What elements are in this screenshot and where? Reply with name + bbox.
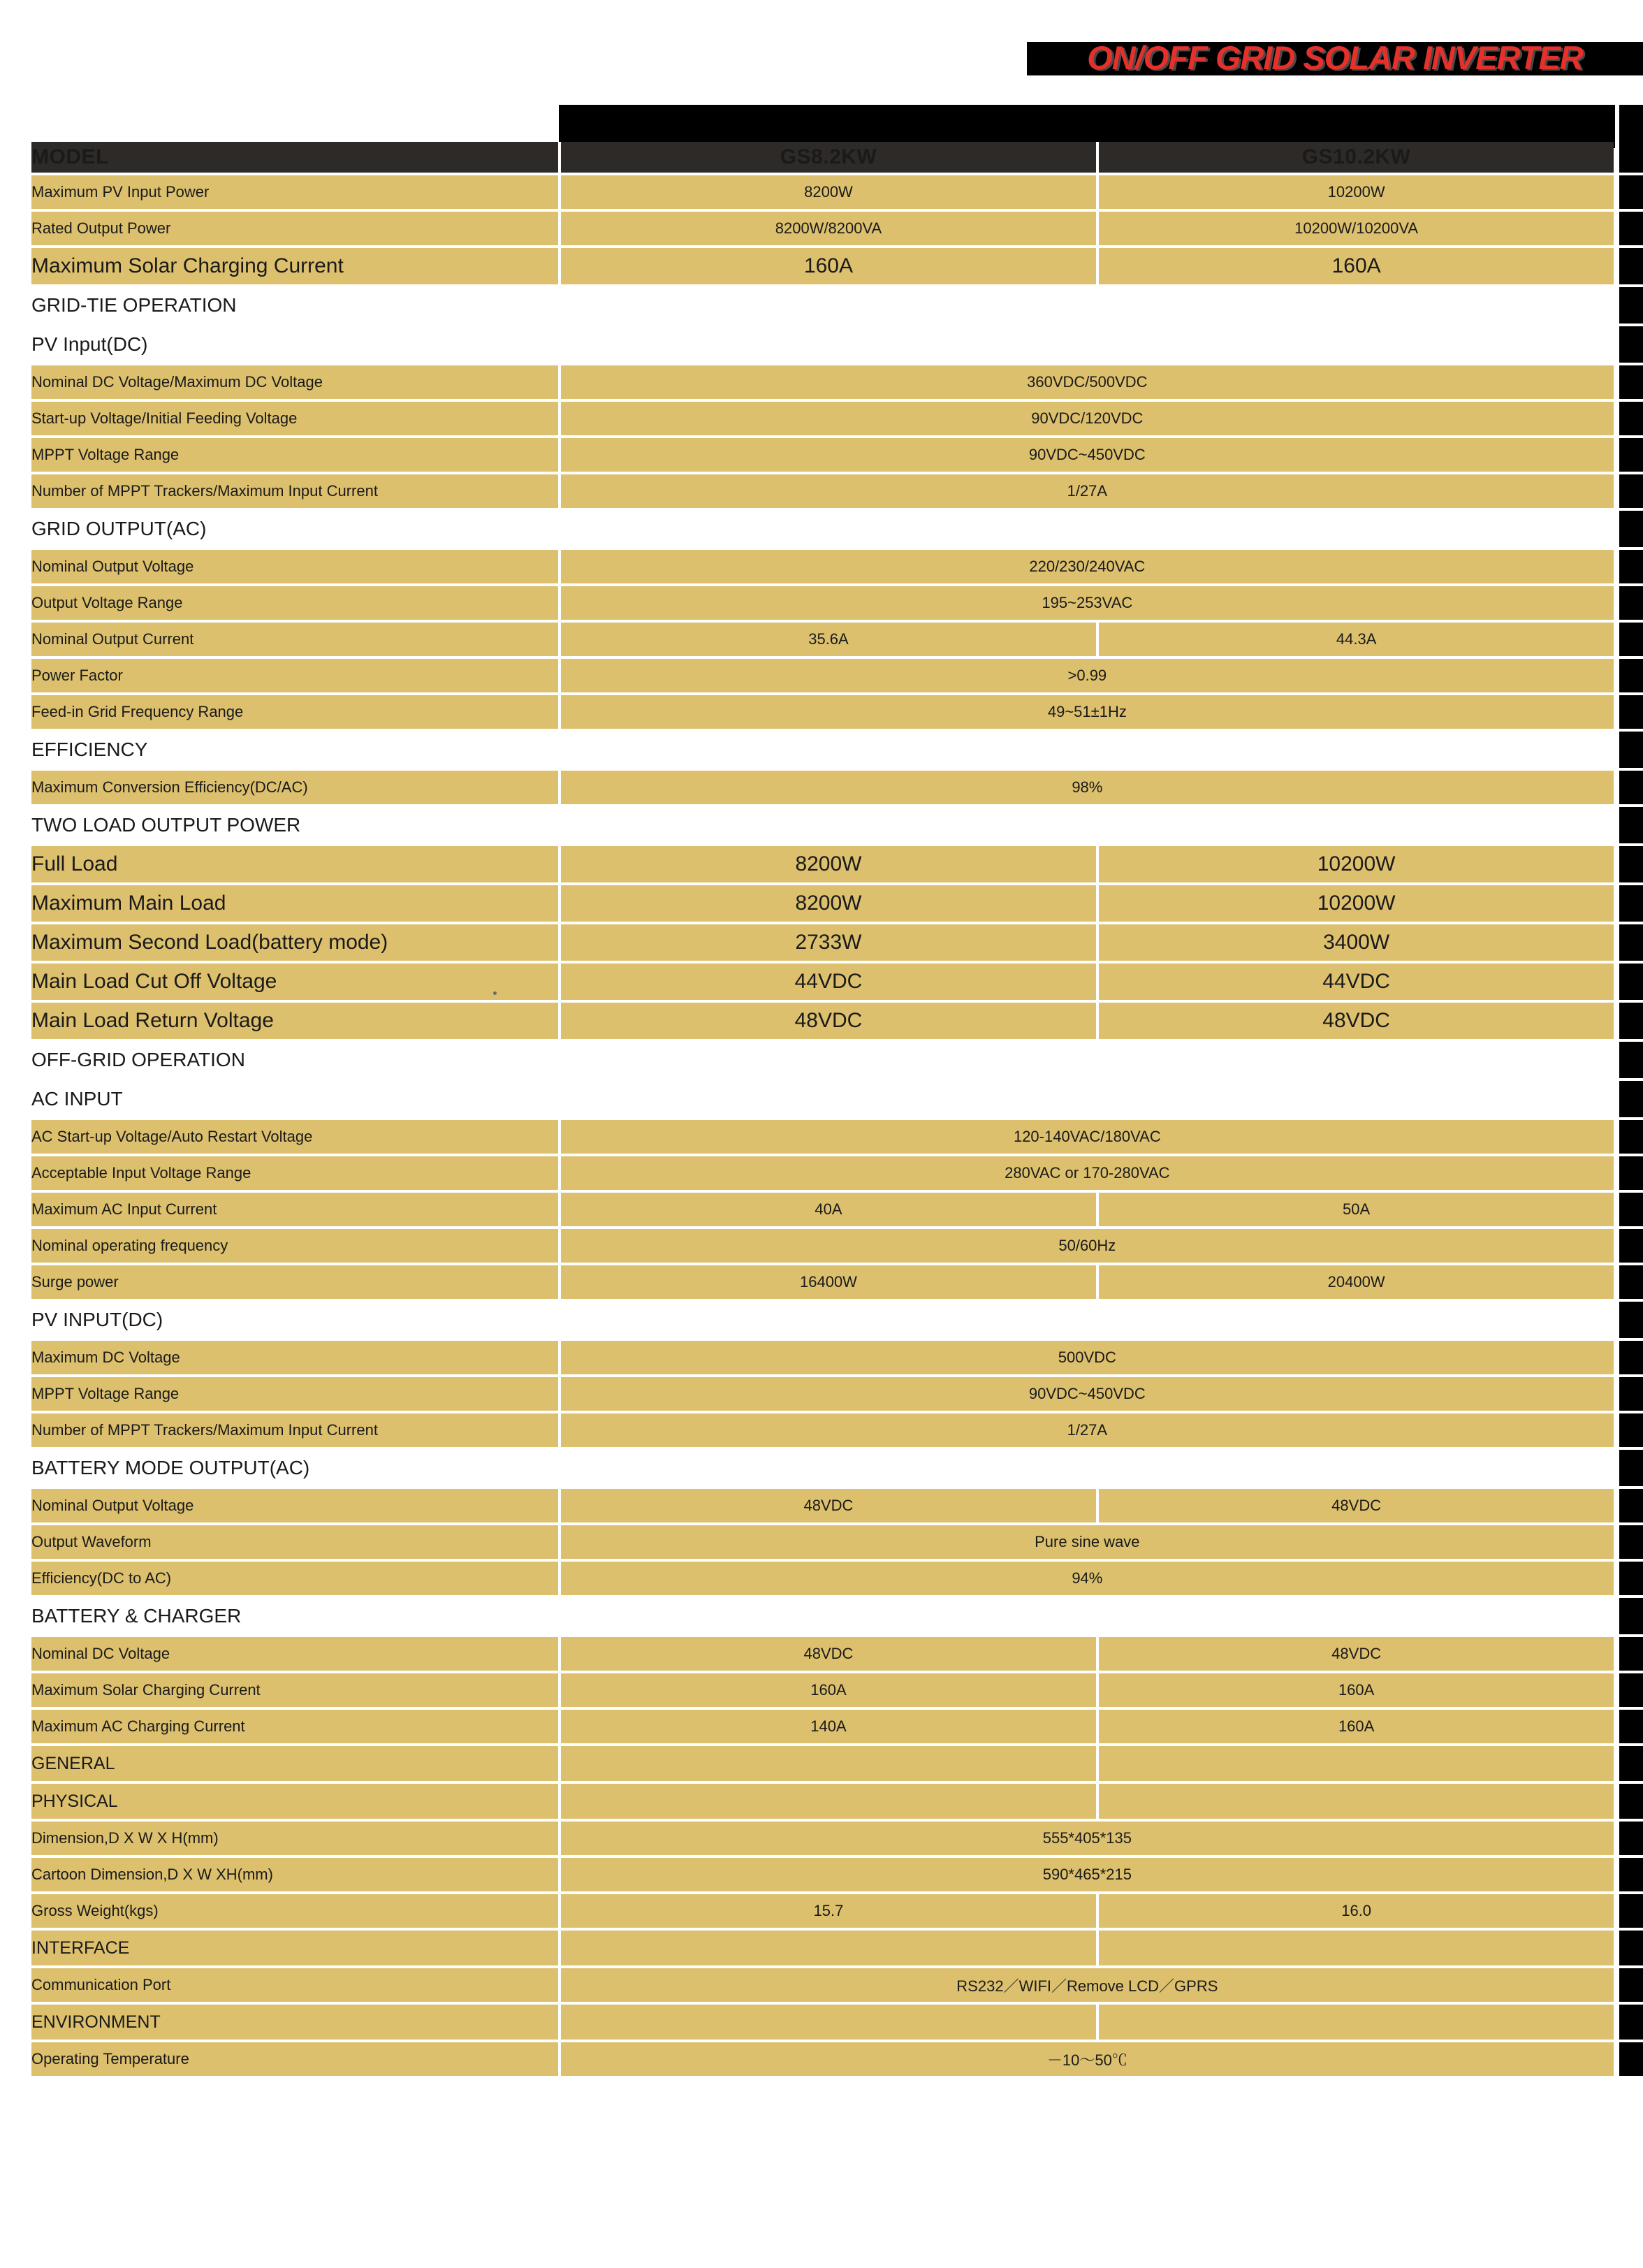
spec-row	[31, 175, 1614, 212]
section-blank-cell-2	[1099, 1598, 1614, 1637]
spec-row	[31, 1858, 1614, 1894]
page-title: ON/OFF GRID SOLAR INVERTER	[1087, 39, 1583, 76]
stray-mark	[493, 991, 497, 995]
spec-value-merged: 1/27A	[561, 1413, 1614, 1450]
spec-label: Full Load	[31, 846, 561, 885]
spec-value-merged: 555*405*135	[561, 1822, 1614, 1858]
spec-label: Number of MPPT Trackers/Maximum Input Current	[31, 1413, 561, 1450]
section-title: OFF-GRID OPERATION	[31, 1042, 561, 1081]
spec-value-gs82: 8200W	[561, 885, 1100, 924]
spec-label: Cartoon Dimension,D X W XH(mm)	[31, 1858, 561, 1894]
spec-row	[31, 1265, 1614, 1302]
spec-value-merged: 94%	[561, 1562, 1614, 1598]
edge-mark	[1619, 2042, 1643, 2076]
spec-value-gs82: 160A	[561, 248, 1100, 287]
section-blank-cell-2	[1099, 732, 1614, 771]
spec-row	[31, 1710, 1614, 1746]
spec-value-merged: 195~253VAC	[561, 586, 1614, 623]
spec-value-gs102: 48VDC	[1099, 1489, 1614, 1525]
edge-mark	[1619, 1931, 1643, 1965]
spec-label: Power Factor	[31, 659, 561, 695]
spec-label: Rated Output Power	[31, 212, 561, 248]
edge-mark	[1619, 1341, 1643, 1374]
edge-mark	[1619, 326, 1643, 363]
edge-mark	[1619, 1120, 1643, 1154]
spec-label: Maximum Conversion Efficiency(DC/AC)	[31, 771, 561, 807]
header-col-gs82: GS8.2KW	[561, 142, 1100, 175]
edge-mark	[1619, 846, 1643, 882]
edge-mark	[1619, 1081, 1643, 1117]
spec-value-gs102: 160A	[1099, 248, 1614, 287]
spec-label: Output Voltage Range	[31, 586, 561, 623]
section-blank-cell-2	[1099, 1450, 1614, 1489]
edge-mark	[1619, 1784, 1643, 1819]
spec-label: Output Waveform	[31, 1525, 561, 1562]
spec-row	[31, 1120, 1614, 1156]
spec-label: Efficiency(DC to AC)	[31, 1562, 561, 1598]
spec-label: Feed-in Grid Frequency Range	[31, 695, 561, 732]
section-header-row	[31, 1784, 1614, 1822]
spec-row	[31, 1489, 1614, 1525]
section-blank-cell-1	[561, 1042, 1100, 1081]
edge-mark	[1619, 659, 1643, 692]
spec-value-merged: 360VDC/500VDC	[561, 365, 1614, 402]
edge-mark	[1619, 885, 1643, 922]
spec-label: Acceptable Input Voltage Range	[31, 1156, 561, 1193]
spec-row	[31, 1894, 1614, 1931]
edge-mark	[1619, 1042, 1643, 1078]
spec-row	[31, 885, 1614, 924]
edge-mark	[1619, 1265, 1643, 1299]
edge-mark	[1619, 1525, 1643, 1559]
edge-mark	[1619, 1413, 1643, 1447]
section-header-row	[31, 287, 1614, 326]
spec-row	[31, 964, 1614, 1003]
edge-mark	[1619, 695, 1643, 729]
spec-row	[31, 438, 1614, 474]
spec-row	[31, 1341, 1614, 1377]
spec-value-merged: 1/27A	[561, 474, 1614, 511]
spec-label: Operating Temperature	[31, 2042, 561, 2079]
spec-label: Dimension,D X W X H(mm)	[31, 1822, 561, 1858]
spec-value-merged: 49~51±1Hz	[561, 695, 1614, 732]
section-title: BATTERY & CHARGER	[31, 1598, 561, 1637]
edge-mark	[1619, 771, 1643, 804]
section-title: BATTERY MODE OUTPUT(AC)	[31, 1450, 561, 1489]
section-title: AC INPUT	[31, 1081, 561, 1120]
spec-value-merged: －10～50℃	[561, 2042, 1614, 2079]
spec-label: Nominal Output Current	[31, 623, 561, 659]
spec-row	[31, 1413, 1614, 1450]
section-header-row	[31, 1598, 1614, 1637]
section-title: GRID-TIE OPERATION	[31, 287, 561, 326]
spec-label: Maximum DC Voltage	[31, 1341, 561, 1377]
edge-mark	[1619, 1673, 1643, 1707]
spec-row	[31, 1193, 1614, 1229]
section-title: GENERAL	[31, 1746, 561, 1784]
edge-mark	[1619, 1598, 1643, 1634]
spec-value-gs102: 44.3A	[1099, 623, 1614, 659]
spec-value-gs102: 50A	[1099, 1193, 1614, 1229]
spec-label: Surge power	[31, 1265, 561, 1302]
spec-label: Maximum Solar Charging Current	[31, 1673, 561, 1710]
spec-row	[31, 474, 1614, 511]
edge-decoration-marks	[1619, 0, 1643, 2268]
spec-label: Maximum AC Input Current	[31, 1193, 561, 1229]
edge-mark	[1619, 365, 1643, 399]
edge-mark	[1619, 1822, 1643, 1855]
edge-mark	[1619, 550, 1643, 583]
edge-mark	[1619, 1968, 1643, 2002]
section-blank-cell-2	[1099, 807, 1614, 846]
edge-mark	[1619, 1562, 1643, 1595]
spec-value-gs102: 10200W	[1099, 885, 1614, 924]
spec-label: Main Load Return Voltage	[31, 1003, 561, 1042]
edge-mark	[1619, 438, 1643, 472]
spec-value-merged: >0.99	[561, 659, 1614, 695]
section-header-row	[31, 1931, 1614, 1968]
spec-value-gs102: 160A	[1099, 1710, 1614, 1746]
spec-value-merged: Pure sine wave	[561, 1525, 1614, 1562]
spec-label: Start-up Voltage/Initial Feeding Voltage	[31, 402, 561, 438]
spec-label: AC Start-up Voltage/Auto Restart Voltage	[31, 1120, 561, 1156]
spec-row	[31, 1673, 1614, 1710]
section-header-row	[31, 1042, 1614, 1081]
spec-value-merged: 500VDC	[561, 1341, 1614, 1377]
edge-mark	[1619, 402, 1643, 435]
spec-row	[31, 1229, 1614, 1265]
spec-label: Maximum Second Load(battery mode)	[31, 924, 561, 964]
spec-row	[31, 846, 1614, 885]
edge-mark	[1619, 924, 1643, 961]
section-blank-cell-2	[1099, 1784, 1614, 1822]
edge-mark	[1619, 42, 1643, 75]
spec-value-merged: 90VDC~450VDC	[561, 1377, 1614, 1413]
spec-value-merged: 280VAC or 170-280VAC	[561, 1156, 1614, 1193]
section-blank-cell-2	[1099, 1746, 1614, 1784]
edge-mark	[1619, 1746, 1643, 1781]
spec-row	[31, 248, 1614, 287]
edge-mark	[1619, 1156, 1643, 1190]
spec-label: Maximum Main Load	[31, 885, 561, 924]
edge-mark	[1619, 2005, 1643, 2040]
section-header-row	[31, 1450, 1614, 1489]
spec-value-gs82: 16400W	[561, 1265, 1100, 1302]
spec-row	[31, 1156, 1614, 1193]
spec-value-gs102: 48VDC	[1099, 1637, 1614, 1673]
spec-value-merged: 120-140VAC/180VAC	[561, 1120, 1614, 1156]
spec-label: Nominal DC Voltage	[31, 1637, 561, 1673]
spec-row	[31, 659, 1614, 695]
spec-row	[31, 402, 1614, 438]
section-title: EFFICIENCY	[31, 732, 561, 771]
header-model-label: MODEL	[31, 142, 561, 175]
spec-value-gs82: 48VDC	[561, 1003, 1100, 1042]
edge-mark	[1619, 1637, 1643, 1671]
section-blank-cell-1	[561, 1302, 1100, 1341]
section-header-row	[31, 732, 1614, 771]
edge-mark	[1619, 807, 1643, 843]
spec-value-gs102: 48VDC	[1099, 1003, 1614, 1042]
spec-value-gs102: 16.0	[1099, 1894, 1614, 1931]
spec-value-gs82: 48VDC	[561, 1637, 1100, 1673]
section-blank-cell-2	[1099, 511, 1614, 550]
spec-value-gs82: 2733W	[561, 924, 1100, 964]
spec-value-merged: 90VDC/120VDC	[561, 402, 1614, 438]
spec-row	[31, 1822, 1614, 1858]
spec-row	[31, 1637, 1614, 1673]
spec-row	[31, 212, 1614, 248]
header-col-gs102: GS10.2KW	[1099, 142, 1614, 175]
edge-mark	[1619, 1858, 1643, 1891]
spec-label: Main Load Cut Off Voltage	[31, 964, 561, 1003]
spec-value-gs102: 10200W/10200VA	[1099, 212, 1614, 248]
edge-mark	[1619, 511, 1643, 547]
spec-label: Communication Port	[31, 1968, 561, 2005]
section-blank-cell-1	[561, 287, 1100, 326]
section-blank-cell-1	[561, 1450, 1100, 1489]
section-title: INTERFACE	[31, 1931, 561, 1968]
spec-label: Gross Weight(kgs)	[31, 1894, 561, 1931]
edge-mark	[1619, 964, 1643, 1000]
spec-label: Nominal Output Voltage	[31, 1489, 561, 1525]
spec-value-gs82: 48VDC	[561, 1489, 1100, 1525]
spec-value-gs82: 8200W/8200VA	[561, 212, 1100, 248]
section-blank-cell-2	[1099, 326, 1614, 365]
section-title: GRID OUTPUT(AC)	[31, 511, 561, 550]
section-header-row	[31, 2005, 1614, 2042]
spec-value-gs102: 3400W	[1099, 924, 1614, 964]
spec-label: Maximum AC Charging Current	[31, 1710, 561, 1746]
edge-mark	[1619, 175, 1643, 209]
spec-value-gs82: 35.6A	[561, 623, 1100, 659]
spec-row	[31, 1525, 1614, 1562]
section-blank-cell-1	[561, 1598, 1100, 1637]
spec-value-merged: 98%	[561, 771, 1614, 807]
section-blank-cell-2	[1099, 2005, 1614, 2042]
spec-label: Nominal operating frequency	[31, 1229, 561, 1265]
spec-value-gs82: 8200W	[561, 846, 1100, 885]
section-title: TWO LOAD OUTPUT POWER	[31, 807, 561, 846]
spec-value-merged: RS232／WIFI／Remove LCD／GPRS	[561, 1968, 1614, 2005]
spec-label: MPPT Voltage Range	[31, 438, 561, 474]
spec-row	[31, 586, 1614, 623]
section-title: PHYSICAL	[31, 1784, 561, 1822]
edge-mark	[1619, 1710, 1643, 1743]
edge-mark	[1619, 474, 1643, 508]
spec-value-gs102: 10200W	[1099, 846, 1614, 885]
edge-mark	[1619, 586, 1643, 620]
section-title: PV Input(DC)	[31, 326, 561, 365]
section-blank-cell-1	[561, 511, 1100, 550]
spec-value-gs82: 15.7	[561, 1894, 1100, 1931]
section-blank-cell-1	[561, 1746, 1100, 1784]
spec-value-gs82: 8200W	[561, 175, 1100, 212]
section-blank-cell-2	[1099, 1042, 1614, 1081]
spec-row	[31, 1377, 1614, 1413]
edge-mark	[1619, 623, 1643, 656]
spec-row	[31, 365, 1614, 402]
table-header-row	[31, 142, 1614, 175]
spec-row	[31, 771, 1614, 807]
section-blank-cell-1	[561, 1081, 1100, 1120]
specification-table	[31, 142, 1614, 2079]
section-title: ENVIRONMENT	[31, 2005, 561, 2042]
edge-mark	[1619, 1229, 1643, 1263]
section-header-row	[31, 326, 1614, 365]
section-blank-cell-1	[561, 2005, 1100, 2042]
section-blank-cell-1	[561, 1784, 1100, 1822]
edge-mark	[1619, 1450, 1643, 1486]
spec-value-gs82: 140A	[561, 1710, 1100, 1746]
spec-row	[31, 2042, 1614, 2079]
section-header-row	[31, 1081, 1614, 1120]
spec-row	[31, 924, 1614, 964]
spec-label: Nominal Output Voltage	[31, 550, 561, 586]
edge-mark	[1619, 248, 1643, 284]
edge-mark	[1619, 1302, 1643, 1338]
spec-value-gs102: 44VDC	[1099, 964, 1614, 1003]
edge-mark	[1619, 1377, 1643, 1411]
section-title: PV INPUT(DC)	[31, 1302, 561, 1341]
section-blank-cell-2	[1099, 1931, 1614, 1968]
spec-row	[31, 550, 1614, 586]
spec-value-merged: 220/230/240VAC	[561, 550, 1614, 586]
spec-value-gs102: 20400W	[1099, 1265, 1614, 1302]
edge-mark	[1619, 1193, 1643, 1226]
spec-label: Number of MPPT Trackers/Maximum Input Current	[31, 474, 561, 511]
spec-label: Maximum PV Input Power	[31, 175, 561, 212]
edge-mark	[1619, 1894, 1643, 1928]
edge-mark	[1619, 287, 1643, 324]
spec-label: Maximum Solar Charging Current	[31, 248, 561, 287]
section-header-row	[31, 807, 1614, 846]
edge-mark	[1619, 732, 1643, 768]
spec-value-gs82: 44VDC	[561, 964, 1100, 1003]
section-header-row	[31, 1302, 1614, 1341]
section-blank-cell-2	[1099, 1302, 1614, 1341]
spec-value-gs82: 40A	[561, 1193, 1100, 1229]
spec-row	[31, 623, 1614, 659]
spec-row	[31, 1003, 1614, 1042]
spec-value-merged: 590*465*215	[561, 1858, 1614, 1894]
section-blank-cell-1	[561, 326, 1100, 365]
spec-label: MPPT Voltage Range	[31, 1377, 561, 1413]
spec-row	[31, 1968, 1614, 2005]
edge-mark	[1619, 1489, 1643, 1522]
spec-label: Nominal DC Voltage/Maximum DC Voltage	[31, 365, 561, 402]
section-blank-cell-1	[561, 1931, 1100, 1968]
spec-value-gs82: 160A	[561, 1673, 1100, 1710]
edge-mark	[1619, 142, 1643, 173]
spec-value-merged: 50/60Hz	[561, 1229, 1614, 1265]
section-header-row	[31, 1746, 1614, 1784]
spec-row	[31, 1562, 1614, 1598]
edge-mark	[1619, 1003, 1643, 1039]
section-blank-cell-1	[561, 807, 1100, 846]
spec-value-gs102: 10200W	[1099, 175, 1614, 212]
spec-value-merged: 90VDC~450VDC	[561, 438, 1614, 474]
spec-value-gs102: 160A	[1099, 1673, 1614, 1710]
section-blank-cell-2	[1099, 1081, 1614, 1120]
section-blank-cell-1	[561, 732, 1100, 771]
section-header-row	[31, 511, 1614, 550]
section-blank-cell-2	[1099, 287, 1614, 326]
spec-row	[31, 695, 1614, 732]
edge-mark	[1619, 212, 1643, 245]
page-banner	[0, 0, 1643, 140]
